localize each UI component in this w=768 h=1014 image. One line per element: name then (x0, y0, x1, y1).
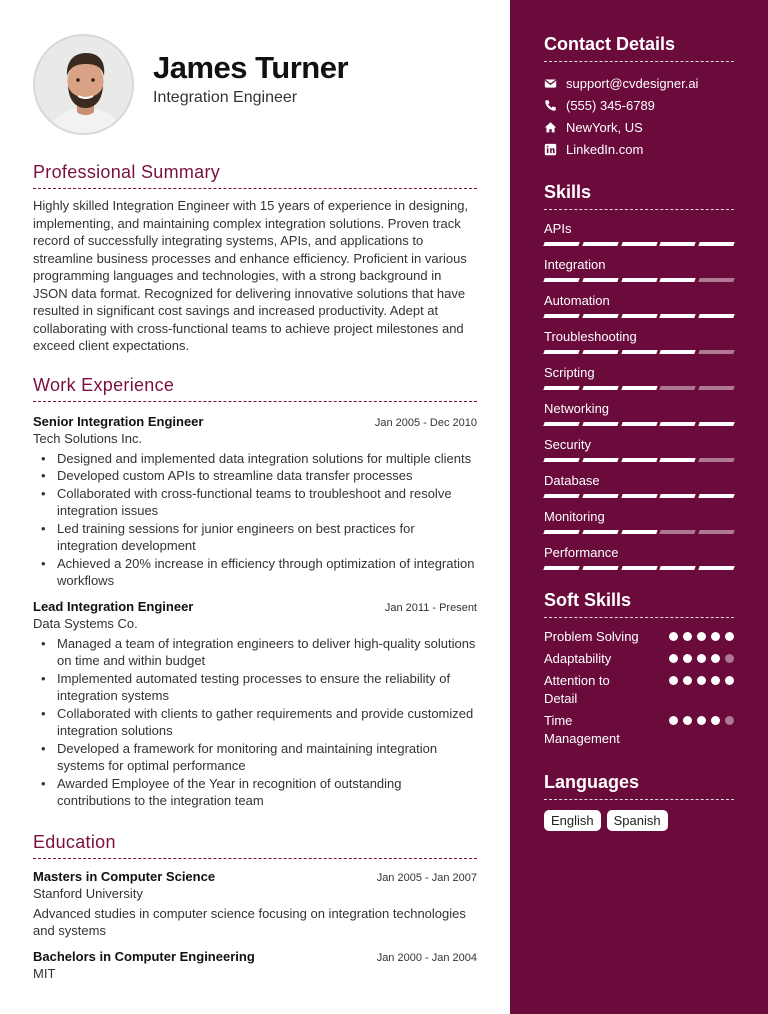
skill-level-segment (543, 350, 579, 354)
skill-level-bar (544, 314, 734, 318)
rating-dot (683, 654, 692, 663)
rating-dot (669, 654, 678, 663)
skill-name: Automation (544, 293, 610, 308)
skills-section (544, 182, 734, 570)
skill-level-bar (544, 458, 734, 462)
location-text: NewYork, US (566, 119, 643, 135)
job-bullets (39, 450, 477, 590)
section-title: Education (33, 832, 477, 859)
language-tags (544, 810, 734, 831)
education-section (33, 832, 477, 981)
phone-icon (544, 99, 557, 112)
contact-phone[interactable] (544, 94, 734, 116)
rating-dot (669, 632, 678, 641)
rating-dot (683, 632, 692, 641)
skill-level-bar (544, 494, 734, 498)
education-date: Jan 2005 - Jan 2007 (376, 871, 477, 884)
rating-dot (669, 716, 678, 725)
job-title: Lead Integration Engineer (33, 598, 194, 614)
skill-name: Networking (544, 401, 610, 416)
language-tag: English (544, 810, 601, 831)
skill-level-segment (698, 458, 734, 462)
language-tag: Spanish (607, 810, 668, 831)
skill-item (544, 544, 734, 570)
email-text: support@cvdesigner.ai (566, 75, 699, 91)
skill-level-segment (698, 386, 734, 390)
soft-skills-list (544, 628, 734, 748)
bullet-item: • Achieved a 20% increase in efficiency through optimization of integration workflows (39, 555, 477, 590)
soft-skill-rating (669, 654, 734, 663)
skill-name: Scripting (544, 365, 595, 380)
skill-level-segment (660, 494, 696, 498)
skill-level-segment (698, 566, 734, 570)
contact-email[interactable] (544, 72, 734, 94)
skill-level-segment (660, 422, 696, 426)
skill-level-segment (621, 494, 657, 498)
rating-dot (669, 676, 678, 685)
rating-dot (711, 716, 720, 725)
section-title: Work Experience (33, 375, 477, 402)
linkedin-text: LinkedIn.com (566, 141, 644, 157)
skill-level-segment (582, 242, 618, 246)
job-entry (33, 414, 477, 590)
skill-level-bar (544, 278, 734, 282)
contact-location (544, 116, 734, 138)
soft-skill-name: Problem Solving (544, 629, 639, 644)
skill-item (544, 508, 734, 534)
skills-list (544, 220, 734, 570)
envelope-icon (544, 77, 557, 90)
soft-skill-name: Attention to Detail (544, 673, 610, 706)
skill-name: Performance (544, 545, 619, 560)
contact-section (544, 34, 734, 160)
company-name: Data Systems Co. (33, 615, 138, 631)
rating-dot (697, 716, 706, 725)
summary-text: Highly skilled Integration Engineer with 15 years of experience in designing, implementing, and maintaining complex integration solutions. Proven track record of successfully integrating systems, APIs, and applications to streamline business processes and enhance efficiency. Proficient in various programming languages and technologies, with a strong background in JSON data format. Recognized for delivering innovative solutions that have resulted in significant cost savings and increased productivity. Adept at collaborating with cross-functional teams to achieve project milestones and exceed client expectations. (33, 198, 469, 353)
sidebar-section-title: Contact Details (544, 34, 734, 62)
skill-name: Troubleshooting (544, 329, 637, 344)
job-title: Senior Integration Engineer (33, 413, 204, 429)
skill-level-segment (543, 566, 579, 570)
skill-level-segment (660, 350, 696, 354)
bullet-item: • Collaborated with clients to gather requirements and provide customized integration solutions (39, 705, 477, 740)
rating-dot (697, 676, 706, 685)
skill-level-segment (698, 278, 734, 282)
rating-dot (683, 676, 692, 685)
skill-level-segment (621, 530, 657, 534)
sidebar (510, 0, 768, 1014)
company-name: Tech Solutions Inc. (33, 430, 143, 446)
skill-level-segment (543, 386, 579, 390)
skill-level-segment (660, 386, 696, 390)
skill-item (544, 220, 734, 246)
sidebar-section-title: Soft Skills (544, 590, 734, 618)
section-title: Professional Summary (33, 162, 477, 189)
skill-level-segment (543, 314, 579, 318)
skill-level-segment (621, 386, 657, 390)
sidebar-section-title: Skills (544, 182, 734, 210)
skill-item (544, 292, 734, 318)
soft-skill-item (544, 628, 734, 646)
skill-level-segment (543, 494, 579, 498)
skill-level-segment (698, 242, 734, 246)
experience-section (33, 375, 477, 810)
skill-item (544, 364, 734, 390)
soft-skill-rating (669, 676, 734, 685)
skill-level-bar (544, 386, 734, 390)
skill-level-segment (660, 242, 696, 246)
soft-skills-section (544, 590, 734, 748)
rating-dot (711, 676, 720, 685)
skill-name: Monitoring (544, 509, 605, 524)
degree-title: Bachelors in Computer Engineering (33, 948, 255, 964)
skill-level-segment (582, 350, 618, 354)
languages-section (544, 772, 734, 831)
soft-skill-name: Adaptability (544, 651, 612, 666)
degree-title: Masters in Computer Science (33, 868, 216, 884)
bullet-item: • Led training sessions for junior engineers on best practices for integration development (39, 520, 477, 555)
skill-item (544, 436, 734, 462)
skill-level-segment (660, 530, 696, 534)
job-entry (33, 599, 477, 810)
skill-level-segment (582, 386, 618, 390)
skill-level-segment (621, 350, 657, 354)
skill-level-segment (543, 278, 579, 282)
skill-level-segment (660, 566, 696, 570)
phone-text: (555) 345-6789 (566, 97, 655, 113)
rating-dot (683, 716, 692, 725)
skill-level-segment (621, 278, 657, 282)
education-description: Advanced studies in computer science focusing on integration technologies and systems (33, 905, 466, 938)
rating-dot (711, 654, 720, 663)
skill-level-segment (698, 494, 734, 498)
education-entry (33, 949, 477, 981)
skill-level-segment (698, 422, 734, 426)
soft-skill-name: Time Management (544, 713, 620, 746)
bullet-item: • Designed and implemented data integration solutions for multiple clients (39, 450, 477, 468)
contact-linkedin[interactable] (544, 138, 734, 160)
skill-level-segment (698, 314, 734, 318)
soft-skill-item (544, 712, 734, 748)
skill-name: Integration (544, 257, 606, 272)
skill-level-segment (698, 350, 734, 354)
home-icon (544, 121, 557, 134)
skill-level-segment (698, 530, 734, 534)
school-name: MIT (33, 965, 56, 981)
skill-name: Database (544, 473, 600, 488)
skill-level-segment (582, 566, 618, 570)
skill-level-segment (621, 458, 657, 462)
skill-level-segment (582, 314, 618, 318)
skill-level-segment (543, 530, 579, 534)
candidate-name: James Turner (153, 50, 349, 85)
job-bullets (39, 635, 477, 810)
bullet-item: • Implemented automated testing processes to ensure the reliability of integration systems (39, 670, 477, 705)
skill-level-segment (543, 458, 579, 462)
job-date: Jan 2011 - Present (384, 601, 477, 614)
bullet-item: • Collaborated with cross-functional teams to troubleshoot and resolve integration issues (39, 485, 477, 520)
job-date: Jan 2005 - Dec 2010 (374, 416, 477, 429)
skill-level-bar (544, 530, 734, 534)
bullet-item: • Managed a team of integration engineers to deliver high-quality solutions on time and within budget (39, 635, 477, 670)
school-name: Stanford University (33, 885, 143, 901)
rating-dot (697, 632, 706, 641)
skill-level-segment (660, 314, 696, 318)
skill-name: Security (544, 437, 591, 452)
bullet-item: • Awarded Employee of the Year in recognition of outstanding contributions to the integration team (39, 775, 477, 810)
summary-section (33, 162, 477, 355)
skill-level-bar (544, 566, 734, 570)
rating-dot (725, 716, 734, 725)
rating-dot (725, 654, 734, 663)
rating-dot (711, 632, 720, 641)
avatar (33, 34, 134, 135)
skill-level-bar (544, 242, 734, 246)
education-date: Jan 2000 - Jan 2004 (376, 951, 477, 964)
skill-level-bar (544, 350, 734, 354)
profile-photo (35, 36, 134, 135)
soft-skill-rating (669, 632, 734, 641)
skill-level-segment (621, 242, 657, 246)
linkedin-icon (544, 143, 557, 156)
sidebar-section-title: Languages (544, 772, 734, 800)
education-entry (33, 869, 477, 940)
skill-level-bar (544, 422, 734, 426)
skill-item (544, 472, 734, 498)
skill-level-segment (543, 242, 579, 246)
skill-level-segment (543, 422, 579, 426)
skill-level-segment (582, 458, 618, 462)
skill-level-segment (582, 494, 618, 498)
bullet-item: • Developed custom APIs to streamline data transfer processes (39, 467, 477, 485)
rating-dot (697, 654, 706, 663)
skill-level-segment (582, 530, 618, 534)
skill-level-segment (621, 566, 657, 570)
skill-level-segment (621, 422, 657, 426)
skill-level-segment (660, 278, 696, 282)
skill-item (544, 328, 734, 354)
candidate-role: Integration Engineer (153, 89, 298, 106)
skill-level-segment (582, 422, 618, 426)
rating-dot (725, 632, 734, 641)
skill-name: APIs (544, 221, 572, 236)
soft-skill-item (544, 672, 734, 708)
skill-level-segment (621, 314, 657, 318)
soft-skill-item (544, 650, 734, 668)
skill-level-segment (660, 458, 696, 462)
rating-dot (725, 676, 734, 685)
skill-item (544, 400, 734, 426)
skill-item (544, 256, 734, 282)
soft-skill-rating (669, 716, 734, 725)
resume-header (33, 0, 477, 150)
bullet-item: • Developed a framework for monitoring and maintaining integration systems for optimal performance (39, 740, 477, 775)
skill-level-segment (582, 278, 618, 282)
